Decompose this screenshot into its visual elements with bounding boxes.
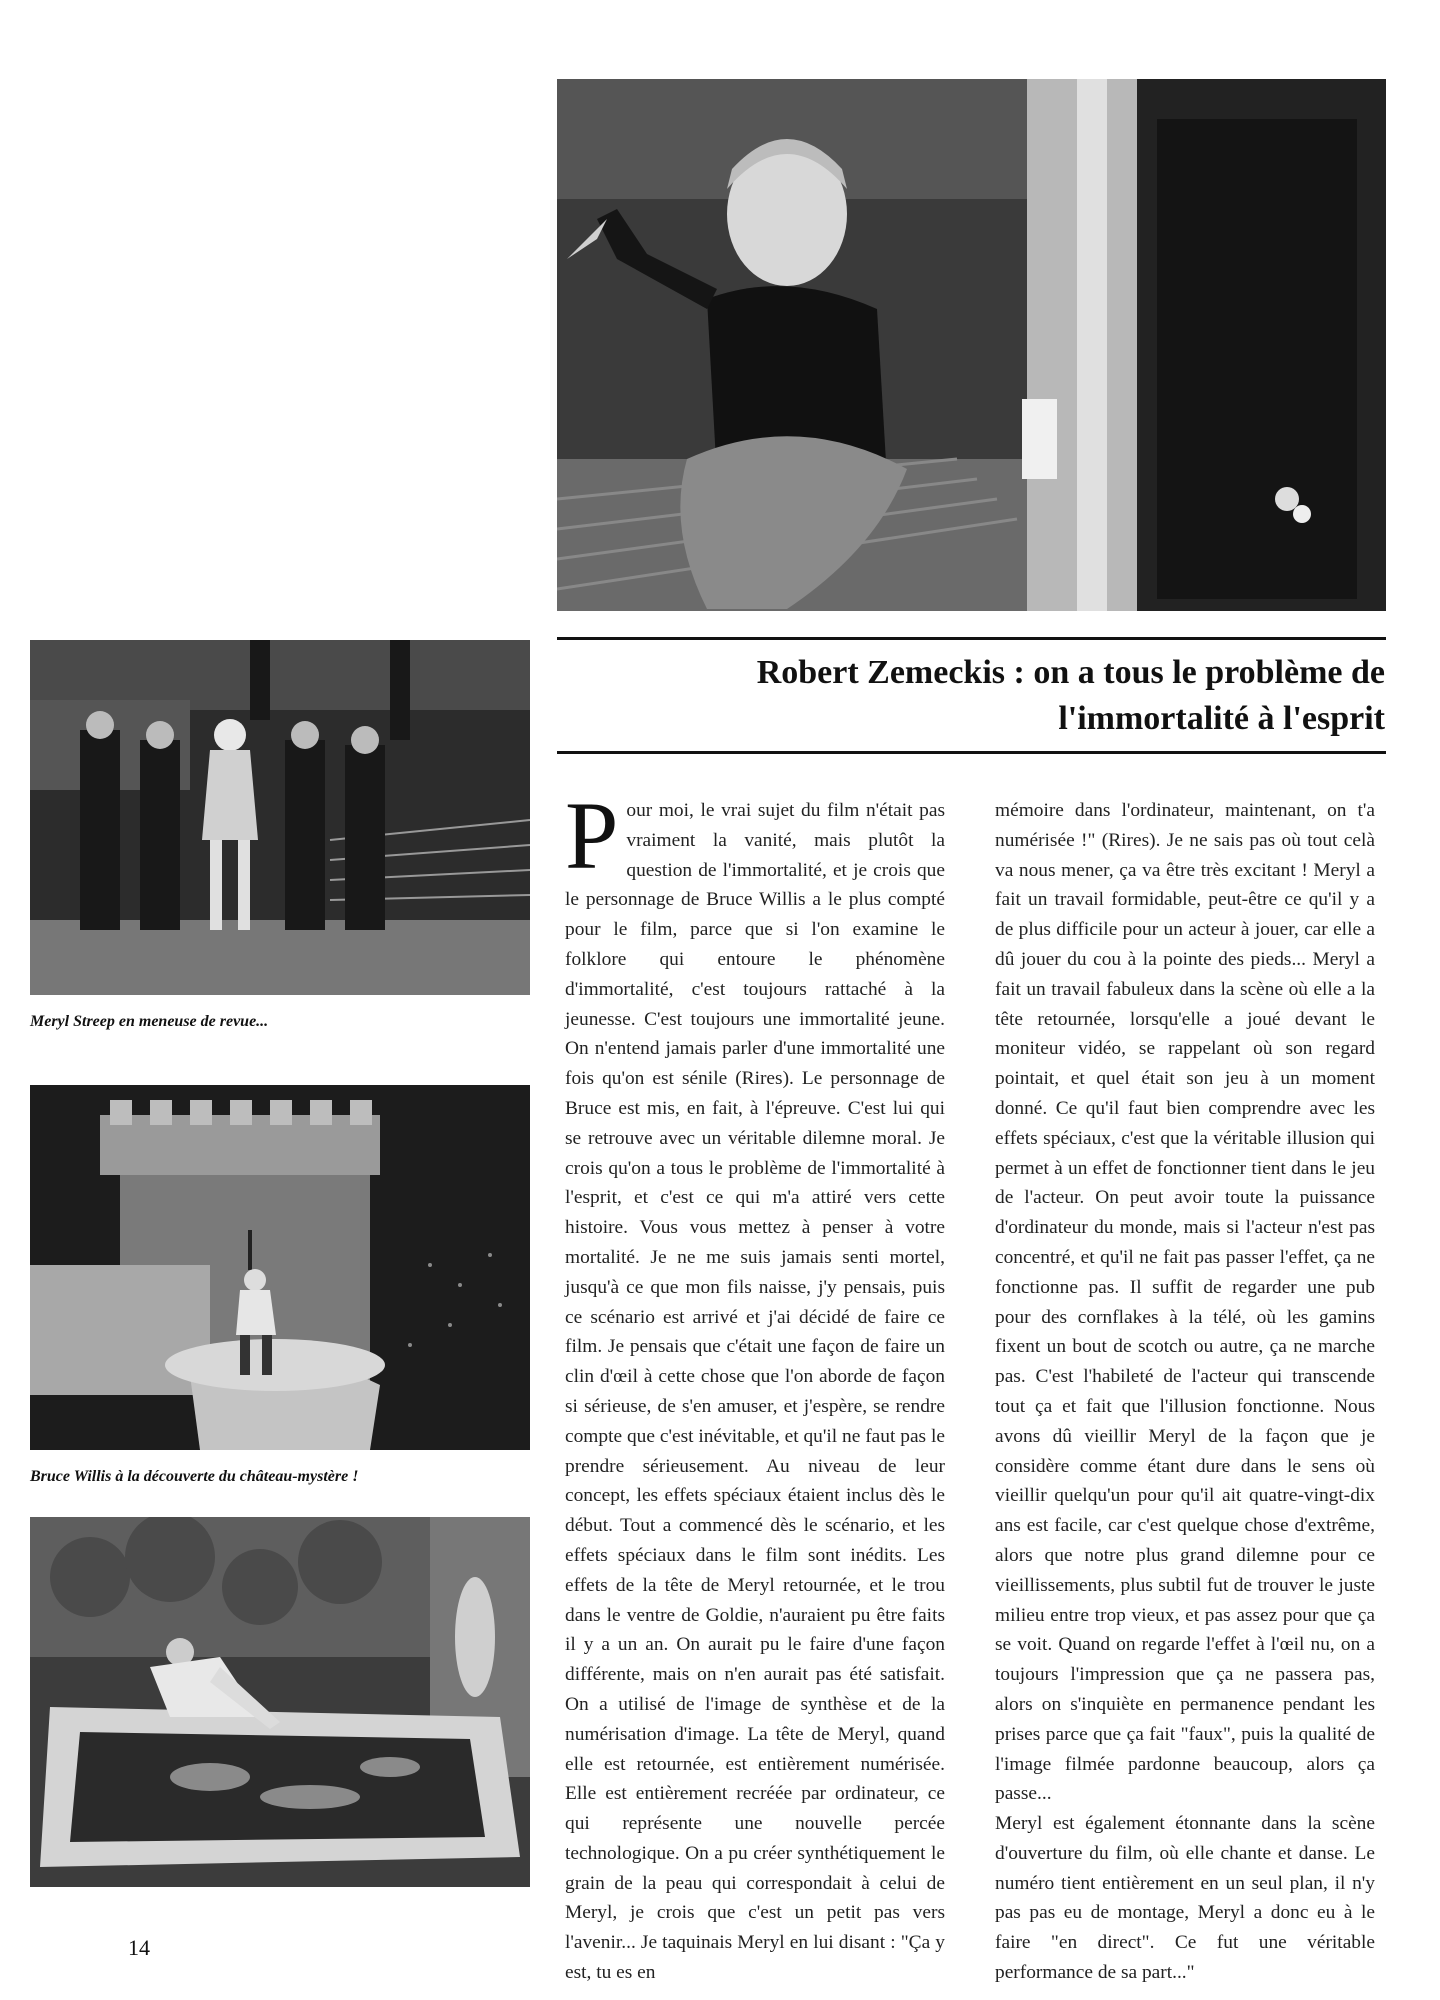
title-rule-top [557,637,1386,640]
photo-fountain [30,1517,530,1887]
caption-revue: Meryl Streep en meneuse de revue... [30,1013,269,1030]
photo-meryl-pointing [557,79,1386,611]
article-title-line1: Robert Zemeckis : on a tous le problème de [756,654,1385,691]
article-column-2 [995,796,1375,1988]
drop-cap: P [565,782,619,889]
column-2-paragraph-2: Meryl est également étonnante dans la scène d'ouverture du film, où elle chante et danse. Le numéro tient entièrement en un seul plan, il n'y pas pas eu de montage, Meryl a donc eu à le faire "en direct". Ce fut une véritable performance de sa part..." [995,1813,1375,1984]
article-title-line2: l'immortalité à l'esprit [1058,700,1385,737]
column-2-paragraph-1: mémoire dans l'ordinateur, maintenant, on t'a numérisée !" (Rires). Je ne sais pas où tout celà va nous mener, ça va être très excitant ! Meryl a fait un travail formidable, peut-être ce qu'il y a de plus difficile pour un acteur à jouer, car elle a dû jouer du cou à la pointe des pieds... Meryl a fait un travail fabuleux dans la scène où elle a la tête retournée, lorsqu'elle a joué devant le moniteur vidéo, se rappelant où son regard pointait, et quel était son jeu à un moment donné. Ce qu'il faut bien comprendre avec les effets spéciaux, c'est que la véritable illusion qui permet à un effet de fonctionner tient dans le jeu de l'acteur. On peut avoir toute la puissance d'ordinateur du monde, mais si l'acteur n'est pas concentré, et qu'il ne fait pas passer l'effet, ça ne fonctionne pas. Il suffit de regarder une pub pour des cornflakes à la télé, où les gamins fixent un bout de scotch ou autre, ça ne marche pas. C'est l'habileté de l'acteur qui transcende tout ça et fait que l'illusion fonctionne. Nous avons dû vieillir Meryl de la façon que je considère comme étant dure dans le sens où vieillir quelqu'un pour qu'il ait quatre-vingt-dix ans est facile, car c'est quelque chose d'extrême, alors que notre plus grand dilemne pour ce vieillissements, plus subtil fut de trouver le juste milieu entre trop vieux, et pas assez pour que ça se voit. Quand on regarde l'effet à l'œil nu, on a toujours l'impression que ça ne passera pas, alors on s'inquiète en permanence pendant les prises parce que ça fait "faux", puis la qualité de l'image filmée pardonne beaucoup, alors ça passe... [995,800,1375,1805]
photo-chateau [30,1085,530,1450]
caption-chateau: Bruce Willis à la découverte du château-mystère ! [30,1468,359,1485]
title-rule-bottom [557,751,1386,754]
photo-revue-dancers [30,640,530,995]
article-column-1 [565,782,945,1988]
page-number: 14 [128,1935,150,1960]
column-1-text: our moi, le vrai sujet du film n'était pas vraiment la vanité, mais plutôt la question de l'immortalité, et je crois que le personnage de Bruce Willis a le plus compté pour le film, parce que si l'on examine le folklore qui entoure le phénomène d'immortalité, c'est toujours rattaché à la jeunesse. C'est toujours une immortalité jeune. On n'entend jamais parler d'une immortalité une fois qu'on est sénile (Rires). Le personnage de Bruce est mis, en fait, à l'épreuve. C'est lui qui se retrouve avec un véritable dilemne moral. Je crois qu'on a tous le problème de l'immortalité à l'esprit, et c'est ce qui m'a attiré vers cette histoire. Vous vous mettez à penser à votre mortalité. Je ne me suis jamais senti mortel, jusqu'à ce que mon fils naisse, j'y pensais, puis ce scénario est arrivé et j'ai décidé de faire ce film. Je pensais que c'était une façon de faire un clin d'œil à cette chose que l'on aborde de façon si sérieuse, de s'en amuser, et j'espère, se rendre compte que c'est inévitable, et qu'il ne faut pas le prendre sérieusement. Au niveau de leur concept, les effets spéciaux étaient inclus dès le début. Tout a commencé dès le scénario, et les effets spéciaux dans le film sont inédits. Les effets de la tête de Meryl retournée, et le trou dans le ventre de Goldie, n'auraient pu être faits il y a un an. On aurait pu le faire d'une façon différente, mais on n'en aurait pas été satisfait. On a utilisé de l'image de synthèse et de la numérisation d'image. La tête de Meryl, quand elle est retournée, est entièrement numérisée. Elle est entièrement recréée par ordinateur, ce qui représente une nouvelle percée technologique. On a pu créer synthétiquement le grain de la peau qui correspondait à celui de Meryl, je crois que c'est un petit pas vers l'avenir... Je taquinais Meryl en lui disant : "Ça y est, tu es en [565,800,945,1984]
